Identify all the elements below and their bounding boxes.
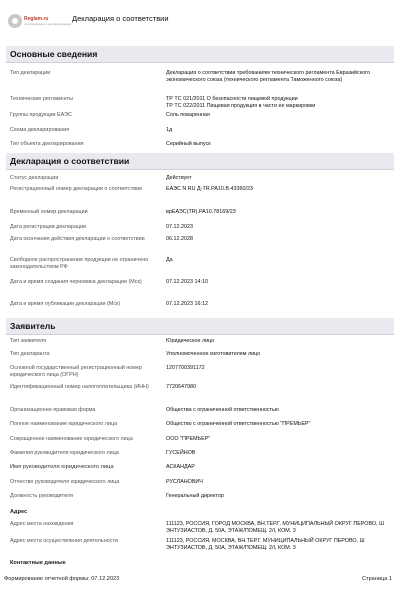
page-footer [0, 572, 400, 586]
field-label: Организационно-правовая форма [10, 407, 96, 413]
field-label: Идентификационный номер налогоплательщика (ИНН) [10, 384, 149, 390]
field-label: Тип объекта декларирования [10, 141, 84, 147]
address-heading: Адрес [10, 509, 28, 515]
field-label: Дата и время создания черновика декларации (Мск) [10, 279, 142, 285]
field-label: Дата и время публикации декларации (Мск) [10, 301, 121, 307]
section-divider [6, 62, 394, 63]
field-value: врЕАЭС(TR).PA10.78169/23 [166, 209, 236, 215]
field-value: Общество с ограниченной ответственностью "ПРЕМЬЕР" [166, 421, 311, 427]
field-value: ООО "ПРЕМЬЕР" [166, 436, 211, 442]
field-value: Генеральный директор [166, 493, 224, 499]
field-label: Временный номер декларации [10, 209, 88, 215]
field-label: Адрес места осуществления деятельности [10, 538, 118, 544]
logo-name: Reglam.ru [24, 16, 49, 22]
logo [8, 14, 72, 40]
field-label: Технические регламенты [10, 96, 73, 102]
field-value: 1д [166, 127, 173, 133]
field-label: Дата регистрации декларации [10, 224, 86, 230]
field-label: Статус декларации [10, 175, 59, 181]
field-value: Декларация о соответствии требованиям технического регламента Евразийского экономического союза (технического регламента Таможенного союза) [166, 70, 370, 83]
field-label: Полное наименование юридического лица [10, 421, 118, 427]
field-label: Основной государственный регистрационный номер юридического лица (ОГРН) [10, 365, 142, 378]
document-title: Декларация о соответствии [72, 14, 169, 23]
section-divider [6, 169, 394, 170]
field-value: Серийный выпуск [166, 141, 211, 147]
field-value: 07.12.2023 14:10 [166, 279, 208, 285]
field-label: Имя руководителя юридического лица [10, 464, 114, 470]
logo-tagline: Сертификация и декларирование [24, 22, 72, 26]
field-value: РУСЛАНОВИЧ [166, 479, 203, 485]
section-divider [6, 334, 394, 335]
section-main-info: Основные сведения [6, 46, 394, 62]
field-value: 111123, РОССИЯ, МОСКВА, ВН.ТЕР.Г. МУНИЦИПАЛЬНЫЙ ОКРУГ ПЕРОВО, Ш ЭНТУЗИАСТОВ, Д. 50А, ЭТАЖ/ПОМЕЩ. 2/I, КОМ. 3 [166, 538, 365, 551]
field-value: 07.12.2023 16:12 [166, 301, 208, 307]
field-label: Отчество руководителя юридического лица [10, 479, 120, 485]
section-applicant: Заявитель [6, 318, 394, 334]
field-label: Группы продукции ЕАЭС [10, 112, 72, 118]
field-label: Схема декларирования [10, 127, 70, 133]
field-value: ЕАЭС N RU Д-TR.PA10.B.43360/23 [166, 186, 254, 192]
page-number: Страница 1 [361, 576, 392, 582]
field-label: Регистрационный номер декларации о соответствии [10, 186, 143, 192]
field-value: Да [166, 257, 173, 263]
contacts-heading: Контактные данные [10, 560, 66, 566]
report-generated-date: Формирование отчетной формы: 07.12.2023 [4, 576, 120, 582]
field-value: ГУСЕЙНОВ [166, 450, 196, 456]
field-label: Свободное распространение продукции не ограничено законодательством РФ [10, 257, 149, 270]
field-value: 1207700391172 [166, 365, 205, 371]
field-label: Фамилия руководителя юридического лица [10, 450, 119, 456]
field-value: 111123, РОССИЯ, ГОРОД МОСКВА, ВН.ТЕР.Г. МУНИЦИПАЛЬНЫЙ ОКРУГ ПЕРОВО, Ш ЭНТУЗИАСТОВ, Д. 50А, ЭТАЖ/ПОМЕЩ. 2/I, КОМ. 3 [166, 521, 385, 534]
section-declaration: Декларация о соответствии [6, 153, 394, 169]
field-label: Должность руководителя [10, 493, 73, 499]
field-value: ТР ТС 021/2011 О безопасности пищевой продукции ТР ТС 022/2011 Пищевая продукция в части ее маркировки [166, 96, 316, 109]
field-label: Адрес места нахождения [10, 521, 74, 527]
field-value: 07.12.2023 [166, 224, 193, 230]
page-header [0, 0, 400, 44]
field-value: Соль поваренная [166, 112, 210, 118]
field-label: Тип декларанта [10, 351, 50, 357]
field-value: АСКАНДАР [166, 464, 195, 470]
field-value: 7720647980 [166, 384, 196, 390]
logo-icon [8, 14, 22, 28]
field-value: 06.12.2028 [166, 236, 193, 242]
field-value: Юридическое лицо [166, 338, 215, 344]
field-value: Общества с ограниченной ответственностью [166, 407, 279, 413]
field-label: Тип заявителя [10, 338, 47, 344]
field-value: Действует [166, 175, 192, 181]
field-label: Сокращенное наименование юридического лица [10, 436, 133, 442]
field-label: Дата окончания действия декларации о соответствии [10, 236, 145, 242]
field-label: Тип декларации [10, 70, 51, 76]
field-value: Уполномоченное изготовителем лицо [166, 351, 261, 357]
